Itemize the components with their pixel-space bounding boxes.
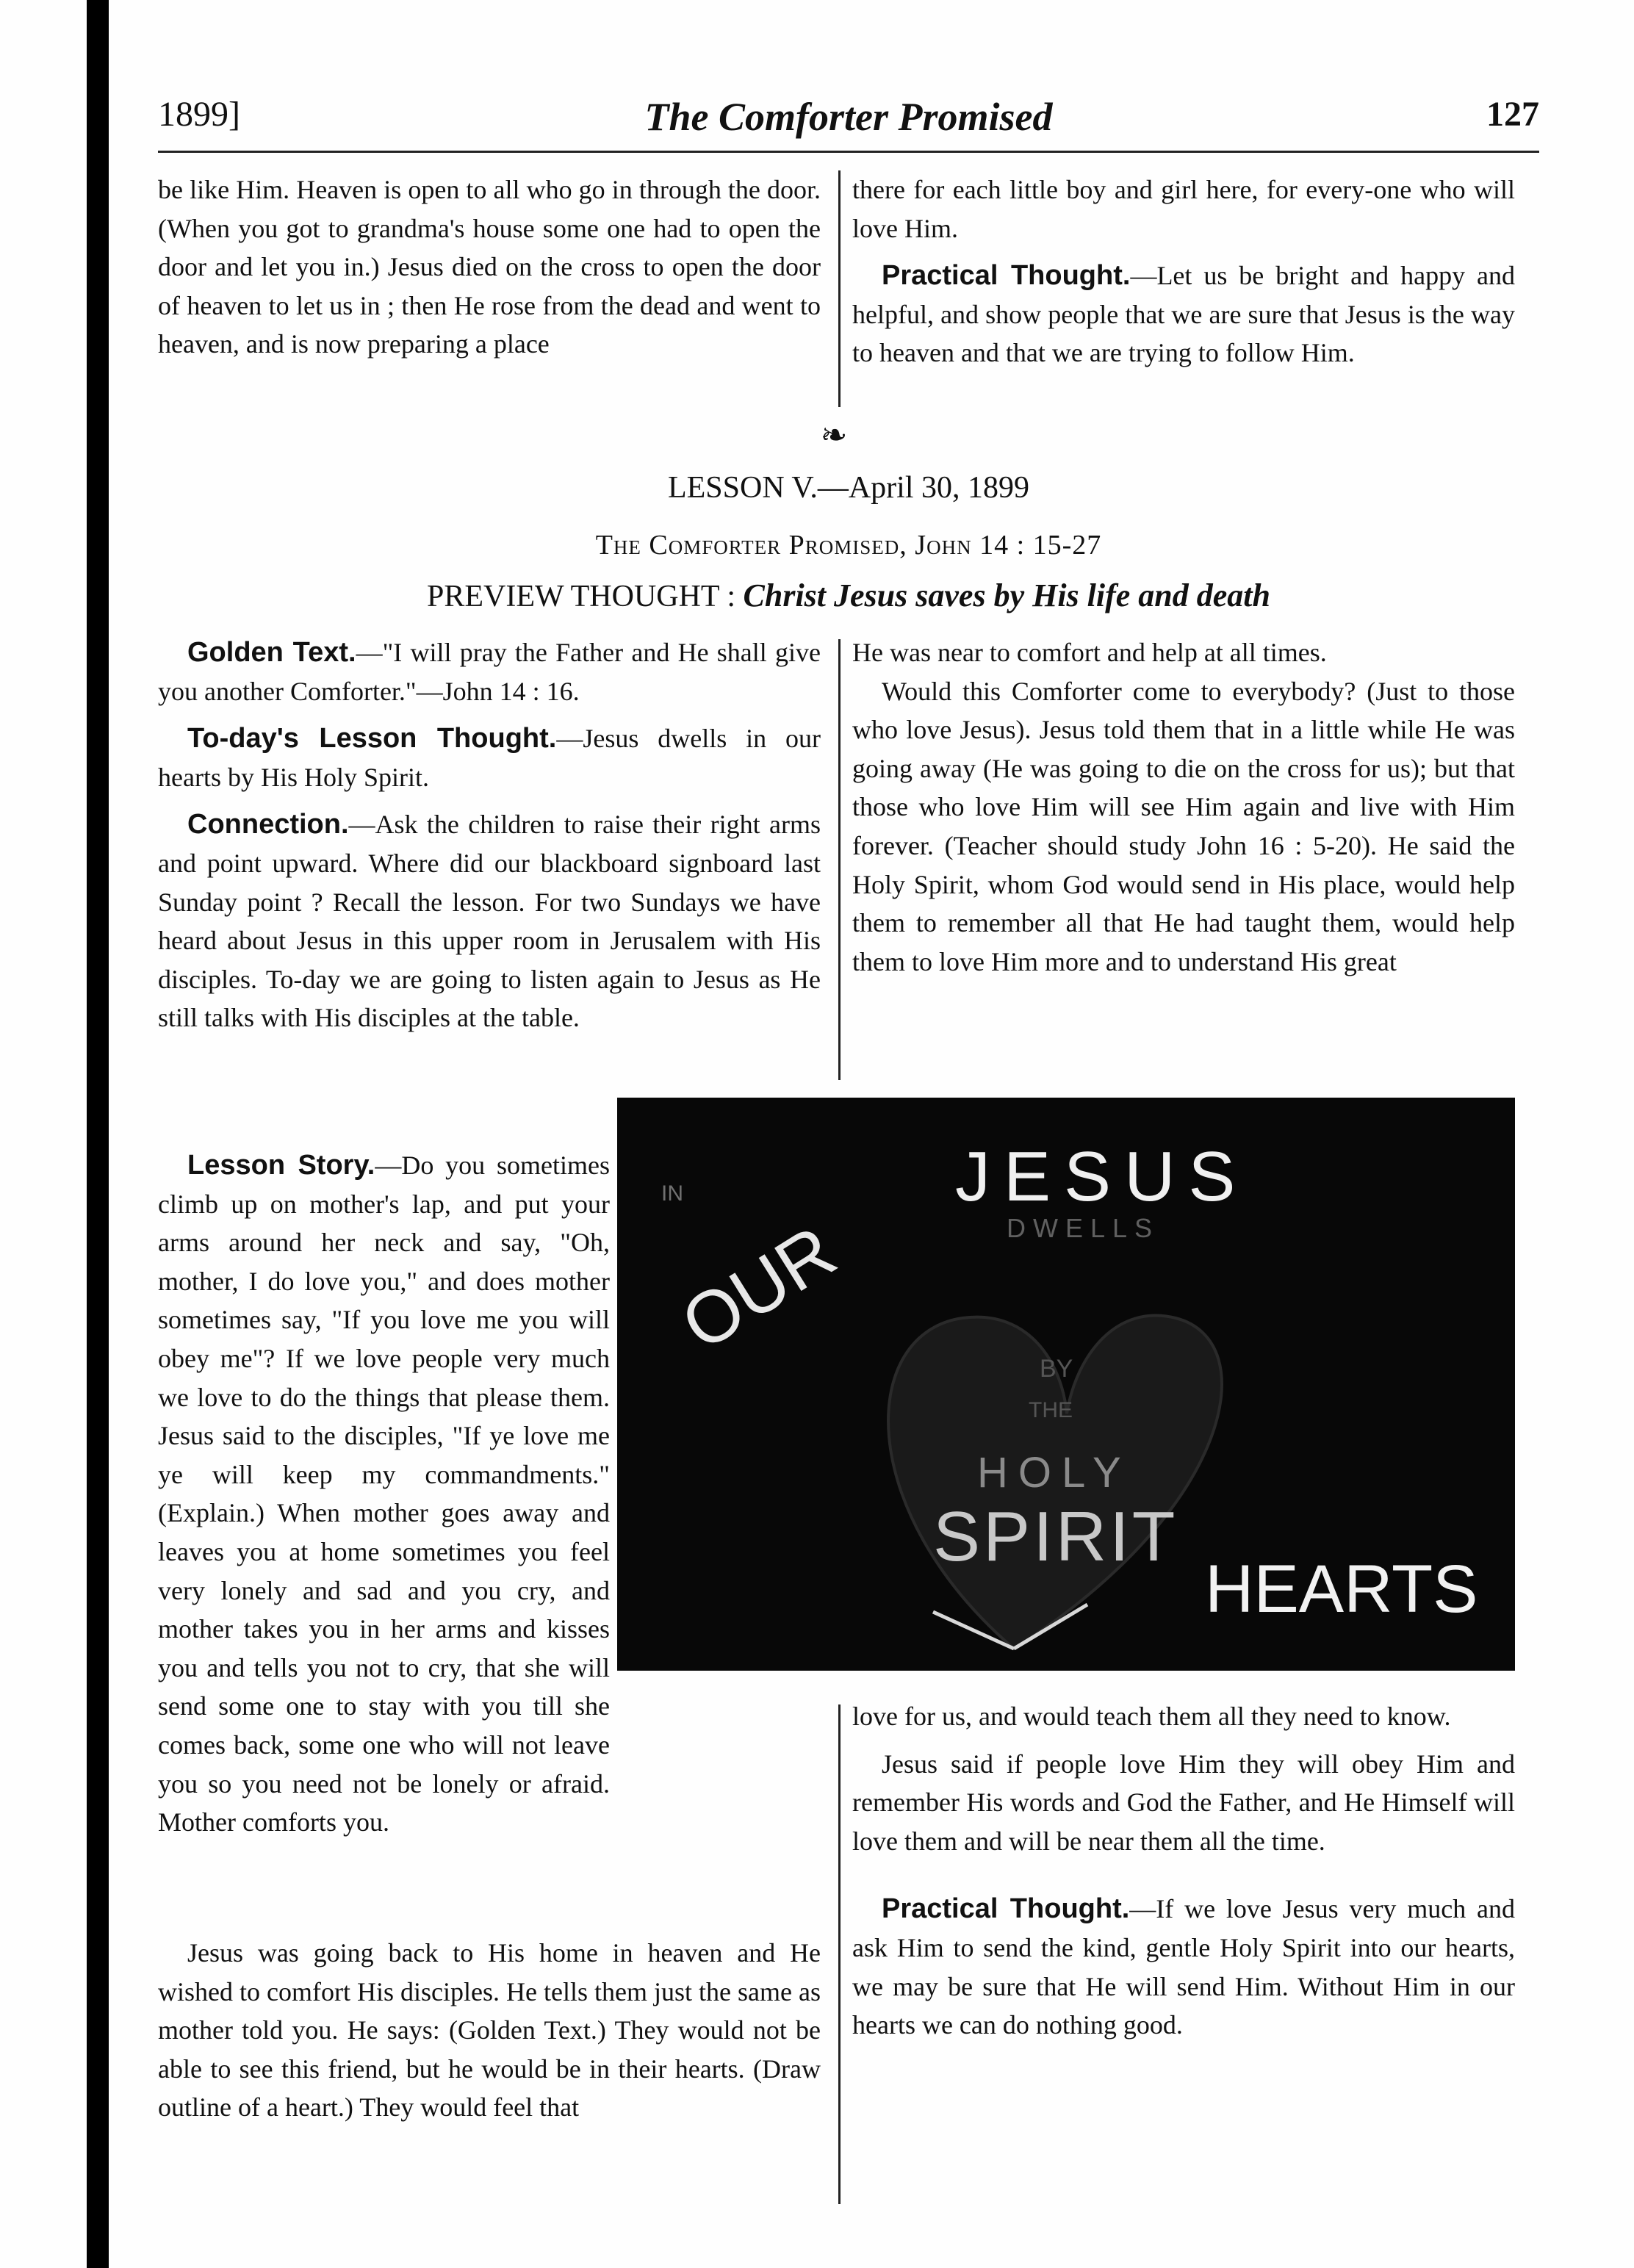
graphic-word-hearts: HEARTS (1205, 1552, 1478, 1627)
graphic-word-spirit: SPIRIT (933, 1497, 1178, 1576)
todays-thought-label: To-day's Lesson Thought. (187, 723, 557, 755)
right-para-3: love for us, and would teach them all they need to know. (852, 1702, 1451, 1731)
graphic-word-in: IN (661, 1181, 683, 1206)
todays-thought (158, 719, 821, 796)
lesson-story (158, 1146, 610, 1842)
left-column-beside-graphic (158, 1146, 610, 1842)
top-left-column (158, 170, 821, 364)
lesson-story-body: —Do you sometimes climb up on mother's lap, and put your arms around her neck and say, "Oh, mother, I do love you," and does mother sometimes say, "If you love me you will obey me"? If we love people very much we love to do the things that please them. Jesus said to the disciples, "If ye love me ye will keep my commandments." (Explain.) When mother goes away and leaves you at home sometimes you feel very lonely and sad and you cry, and mother takes you in her arms and kisses you and tells you not to cry, that she will send some one to stay with you till she comes back, some one who will not leave you so you need not be lonely or afraid. Mother comforts you. (158, 1151, 611, 1837)
right-para-2: Would this Comforter come to everybody? (Just to those who love Jesus). Jesus told them that in a little while He was going away (He was going to die on the cross for us); but that those who love Him will see Him again and live with Him forever. (Teacher should study John 16 : 5-20). He said the Holy Spirit, whom God would send in His place, would help them to remember all that He had taught them, would help them to love Him more and to understand His great (852, 676, 1515, 976)
preview-text: Christ Jesus saves by His life and death (743, 577, 1270, 613)
left-column-lower (158, 1934, 821, 2127)
bottom-practical-label: Practical Thought. (882, 1893, 1130, 1925)
bottom-practical-text: —If we love Jesus very much and ask Him to send the kind, gentle Holy Spirit into our hearts, we may be sure that He will send Him. Without Him in our hearts we can do nothing good. (852, 1894, 1515, 2040)
heart-illustration (617, 1098, 1515, 1671)
lesson-story-conclusion: Jesus was going back to His home in heaven and He wished to comfort His disciples. He tells them just the same as mother told you. He says: (Golden Text.) They would not be able to see this friend, but he would be in their hearts. (Draw outline of a heart.) They would feel that (158, 1938, 821, 2123)
page-header (158, 87, 1539, 145)
connection-label: Connection. (187, 809, 349, 840)
section-ornament: ❧ (820, 417, 848, 453)
heart-illustration-svg (617, 1098, 1515, 1671)
top-practical-text: —Let us be bright and happy and helpful, and show people that we are sure that Jesus is the way to heaven and that we are trying to follow Him. (852, 261, 1516, 368)
right-column-lower (852, 1697, 1515, 2045)
golden-text-body: —"I will pray the Father and He shall give you another Comforter."—John 14 : 16. (158, 638, 821, 706)
preview-thought (158, 577, 1539, 614)
right-column-upper (852, 633, 1515, 981)
graphic-word-jesus: JESUS (955, 1137, 1249, 1216)
preview-label: PREVIEW THOUGHT : (427, 580, 735, 613)
connection (158, 805, 821, 1037)
top-column-divider (838, 170, 841, 407)
running-title: The Comforter Promised (644, 95, 1053, 139)
column-divider-upper (838, 639, 841, 1080)
header-year: 1899] (158, 95, 240, 134)
golden-text-label: Golden Text. (187, 637, 356, 668)
right-para-1: He was near to comfort and help at all times. (852, 638, 1327, 667)
column-divider-lower (838, 1704, 841, 2204)
continued-paragraph-end: there for each little boy and girl here, for every-one who will love Him. (852, 175, 1515, 243)
right-para-4: Jesus said if people love Him they will obey Him and remember His words and God the Father, and He Himself will love them and will be near them all the time. (852, 1749, 1515, 1856)
connection-body: —Ask the children to raise their right arms and point upward. Where did our blackboard signboard last Sunday point ? Recall the lesson. For two Sundays we have heard about Jesus in this upper room in Jerusalem with His disciples. To-day we are going to listen again to Jesus as He still talks with His disciples at the table. (158, 810, 821, 1033)
page-binding-shadow (87, 0, 109, 2268)
top-practical-thought (852, 256, 1515, 372)
continued-paragraph: be like Him. Heaven is open to all who go in through the door. (When you got to grandma's house some one had to open the door and let you in.) Jesus died on the cross to open the door of heaven to let us in ; then He rose from the dead and went to heaven, and is now preparing a place (158, 175, 821, 359)
bottom-practical-thought (852, 1890, 1515, 2044)
top-practical-label: Practical Thought. (882, 260, 1131, 292)
graphic-word-our: OUR (667, 1209, 850, 1367)
todays-thought-body: —Jesus dwells in our hearts by His Holy Spirit. (158, 724, 821, 792)
page-number: 127 (1486, 95, 1539, 134)
lesson-story-label: Lesson Story. (187, 1150, 375, 1181)
graphic-word-by: BY (1040, 1355, 1073, 1383)
header-rule (158, 151, 1539, 153)
graphic-word-dwells: DWELLS (1007, 1213, 1160, 1243)
lesson-number-line: LESSON V.—April 30, 1899 (667, 471, 1029, 505)
left-column-upper (158, 633, 821, 1037)
graphic-word-holy: HOLY (977, 1449, 1131, 1497)
graphic-word-the: THE (1029, 1398, 1073, 1422)
top-right-column (852, 170, 1515, 372)
lesson-title-line: The Comforter Promised, John 14 : 15-27 (595, 530, 1102, 561)
golden-text (158, 633, 821, 710)
